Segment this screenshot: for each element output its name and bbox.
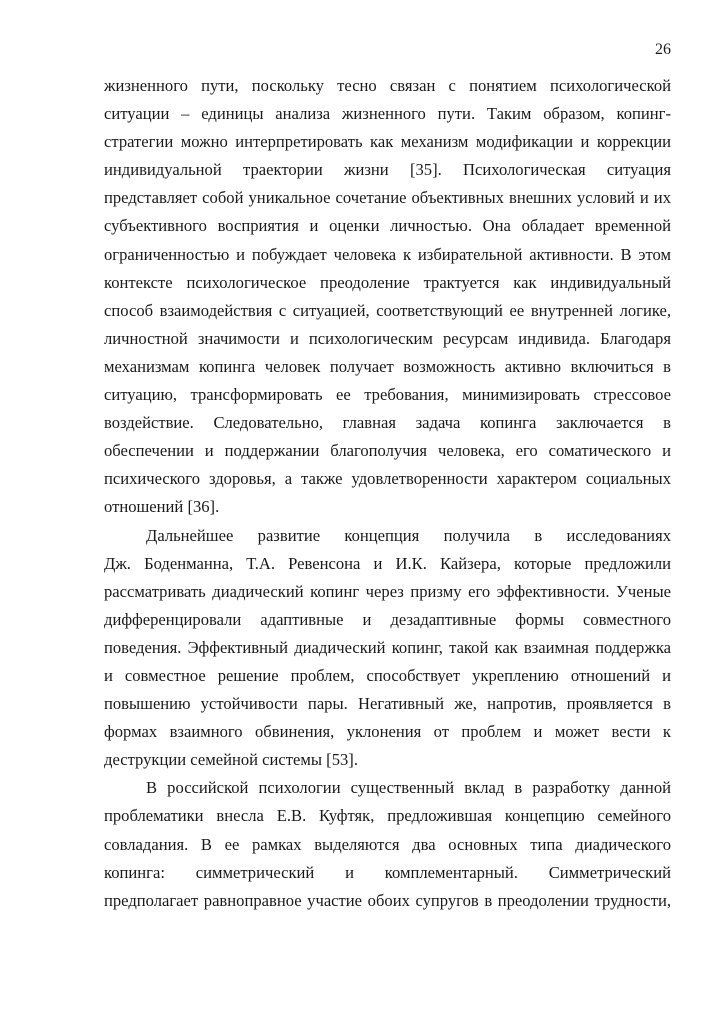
text-line: совладания. В ее рамках выделяются два основных типа диадического bbox=[104, 834, 671, 854]
text-line: обеспечении и поддержании благополучия человека, его соматического и bbox=[104, 441, 671, 461]
text-line: отношений [36]. bbox=[104, 497, 220, 517]
text-line: представляет собой уникальное сочетание объективных внешних условий и их bbox=[104, 188, 671, 208]
text-line: повышению устойчивости пары. Негативный же, напротив, проявляется в bbox=[104, 694, 671, 714]
paragraph-2 bbox=[104, 522, 671, 775]
text-line: механизмам копинга человек получает возможность активно включиться в bbox=[104, 356, 671, 376]
text-line: контексте психологическое преодоление трактуется как индивидуальный bbox=[104, 272, 671, 292]
text-line: В российской психологии существенный вклад в разработку данной bbox=[146, 778, 671, 798]
text-line: психического здоровья, а также удовлетворенности характером социальных bbox=[104, 469, 671, 489]
page-number: 26 bbox=[655, 41, 671, 58]
text-line: и совместное решение проблем, способствует укреплению отношений и bbox=[104, 665, 671, 685]
text-line: индивидуальной траектории жизни [35]. Психологическая ситуация bbox=[104, 160, 671, 180]
text-line: копинга: симметрический и комплементарный. Симметрический bbox=[104, 862, 671, 882]
document-body bbox=[104, 72, 671, 915]
text-line: поведения. Эффективный диадический копинг, такой как взаимная поддержка bbox=[104, 637, 671, 657]
text-line: ситуацию, трансформировать ее требования, минимизировать стрессовое bbox=[104, 385, 671, 405]
text-line: дифференцировали адаптивные и дезадаптивные формы совместного bbox=[104, 609, 671, 629]
text-line: личностной значимости и психологическим ресурсам индивида. Благодаря bbox=[104, 328, 671, 348]
text-line: способ взаимодействия с ситуацией, соответствующий ее внутренней логике, bbox=[104, 300, 671, 320]
text-line: формах взаимного обвинения, уклонения от проблем и может вести к bbox=[104, 722, 671, 742]
paragraph-3 bbox=[104, 774, 671, 914]
text-line: ограниченностью и побуждает человека к избирательной активности. В этом bbox=[104, 244, 671, 264]
text-line: Дальнейшее развитие концепция получила в исследованиях bbox=[146, 525, 671, 545]
text-line: ситуации – единицы анализа жизненного пути. Таким образом, копинг- bbox=[104, 104, 671, 124]
text-line: жизненного пути, поскольку тесно связан с понятием психологической bbox=[104, 76, 671, 95]
text-line: рассматривать диадический копинг через призму его эффективности. Ученые bbox=[104, 581, 671, 601]
text-line: деструкции семейной системы [53]. bbox=[104, 750, 358, 770]
text-line: стратегии можно интерпретировать как механизм модификации и коррекции bbox=[104, 132, 671, 152]
text-line: воздействие. Следовательно, главная задача копинга заключается в bbox=[104, 413, 671, 433]
text-line: предполагает равноправное участие обоих супругов в преодолении трудности, bbox=[104, 890, 671, 910]
text-line: Дж. Боденманна, Т.А. Ревенсона и И.К. Кайзера, которые предложили bbox=[104, 553, 671, 573]
paragraph-1 bbox=[104, 72, 671, 522]
text-line: субъективного восприятия и оценки личностью. Она обладает временной bbox=[104, 216, 671, 236]
text-line: проблематики внесла Е.В. Куфтяк, предложившая концепцию семейного bbox=[104, 806, 671, 826]
